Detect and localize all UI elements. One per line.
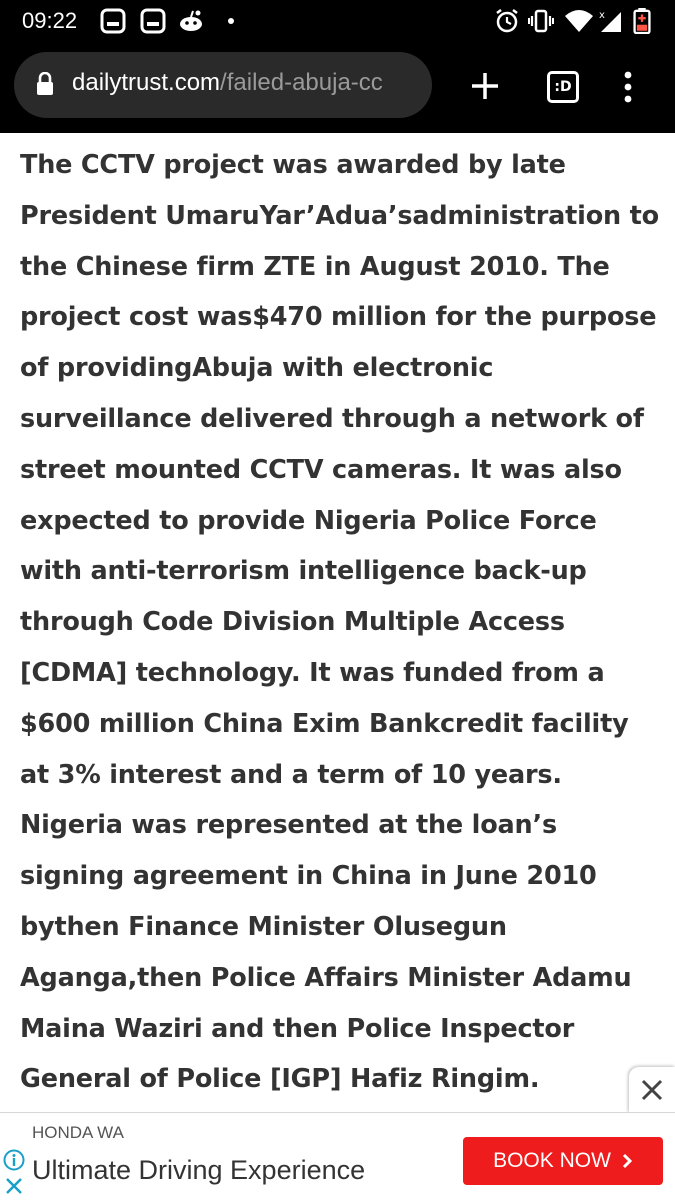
article-line: street mounted CCTV cameras. It was also (20, 454, 622, 485)
close-ad-button[interactable] (629, 1067, 675, 1113)
article-line: the Chinese firm ZTE in August 2010. The (20, 251, 610, 282)
book-now-button[interactable] (463, 1137, 663, 1185)
article-line: Maina Waziri and then Police Inspector (20, 1013, 575, 1044)
ad-choices-close-icon[interactable] (4, 1176, 24, 1196)
wifi-icon (564, 8, 594, 34)
status-time: 09:22 (22, 8, 78, 33)
book-now-label: BOOK NOW (493, 1149, 611, 1172)
status-bar (0, 0, 675, 42)
browser-toolbar (0, 42, 675, 133)
article-line: Aganga,then Police Affairs Minister Adamu (20, 962, 632, 993)
article-body (20, 140, 670, 1105)
svg-text:x: x (599, 10, 605, 21)
alarm-icon (494, 8, 520, 34)
battery-low-icon (632, 8, 652, 34)
message-icon (140, 8, 166, 34)
article-line: General of Police [IGP] Hafiz Ringim. (20, 1064, 540, 1095)
ad-title[interactable]: Ultimate Driving Experience (32, 1155, 366, 1185)
article-line: [CDMA] technology. It was funded from a (20, 657, 605, 688)
ad-brand: HONDA WA (32, 1123, 124, 1142)
overflow-menu-icon[interactable] (620, 70, 636, 104)
url-path: /failed-abuja-cc (220, 69, 383, 96)
address-bar[interactable] (14, 52, 432, 118)
url-text (72, 69, 383, 97)
article-line: $600 million China Exim Bankcredit facility (20, 708, 629, 739)
article-line: with anti-terrorism intelligence back-up (20, 556, 587, 587)
article-line: Nigeria was represented at the loan’s (20, 810, 557, 841)
url-domain: dailytrust.com (72, 69, 221, 96)
article-line: at 3% interest and a term of 10 years. (20, 759, 562, 790)
signal-icon (597, 8, 623, 34)
article-line: project cost was$470 million for the purpose (20, 302, 657, 333)
dot-icon (222, 8, 248, 34)
article-line: signing agreement in China in June 2010 (20, 861, 597, 892)
ad-info-icon[interactable] (3, 1149, 25, 1171)
lock-icon (36, 72, 54, 96)
chevron-right-icon (621, 1152, 633, 1170)
message-icon (100, 8, 126, 34)
article-line: bythen Finance Minister Olusegun (20, 911, 507, 942)
article-line: surveillance delivered through a network of (20, 403, 644, 434)
reddit-icon (178, 8, 204, 34)
new-tab-icon[interactable] (469, 70, 501, 102)
vibrate-icon (528, 8, 554, 34)
close-icon (629, 1067, 675, 1113)
article-line: through Code Division Multiple Access (20, 607, 565, 638)
tab-count: :D (554, 79, 572, 95)
article-line: The CCTV project was awarded by late (20, 150, 566, 180)
article-line: expected to provide Nigeria Police Force (20, 505, 597, 536)
article-line: of providingAbuja with electronic (20, 353, 494, 384)
ad-banner[interactable] (0, 1112, 675, 1200)
article-line: President UmaruYar’Adua’sadministration to (20, 200, 659, 231)
tab-switcher-button[interactable] (547, 71, 579, 103)
